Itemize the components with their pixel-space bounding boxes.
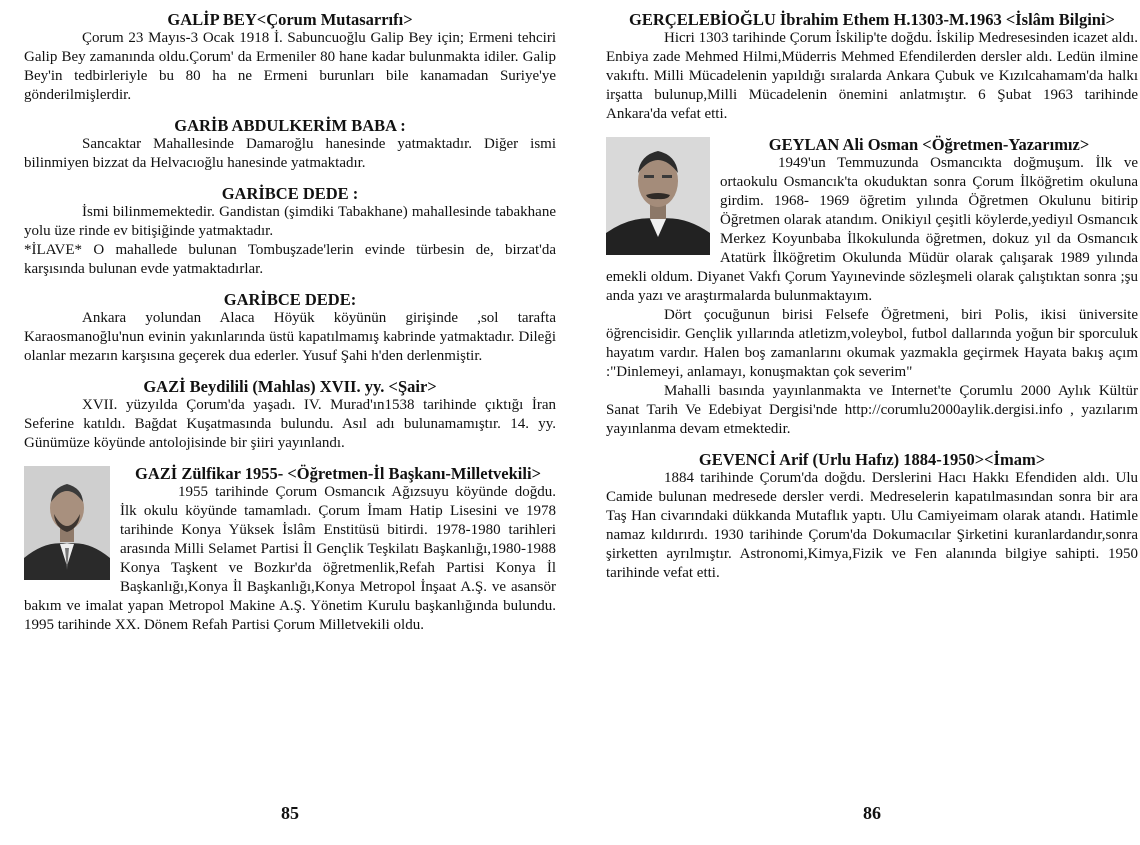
entry-title: GARİBCE DEDE : <box>221 184 359 203</box>
entry-geylan-ali-osman <box>606 135 1138 439</box>
entry-title: GEYLAN Ali Osman <Öğretmen-Yazarımız> <box>768 135 1090 154</box>
entry-galip-bey <box>24 10 556 105</box>
entry-title: GAZİ Zülfikar 1955- <Öğretmen-İl Başkanı-Milletvekili> <box>135 464 541 483</box>
portrait-photo-zulfikar <box>24 466 110 580</box>
entry-title: GARİB ABDULKERİM BABA : <box>174 116 406 135</box>
entry-title: GAZİ Beydilili (Mahlas) XVII. yy. <Şair> <box>143 377 437 396</box>
entry-paragraph: XVII. yüzyılda Çorum'da yaşadı. IV. Murad'ın1538 tarihinde çıktığı İran Seferine katıldı. Bağdat Kuşatmasında bulundu. Asıl adı bulunamamıştır. 14. yy. Günümüze köyünde antolojisinde bir şiiri yayınlandı. <box>24 397 556 451</box>
portrait-photo-geylan <box>606 137 710 255</box>
entry-gazi-zulfikar <box>24 464 556 635</box>
entry-title: GEVENCİ Arif (Urlu Hafız) 1884-1950><İmam> <box>698 450 1046 469</box>
entry-garibce-dede-2 <box>24 290 556 366</box>
entry-paragraph: 1955 tarihinde Çorum Osmancık Ağızsuyu köyünde doğdu. İlk okulu köyünde tamamladı. Çorum İmam Hatip Lisesini ve 1978 tarihinde Konya Yüksek İslâm Enstitüsü bitirdi. 1978-1980 tarihleri arasında Milli Selamet Partisi İl Gençlik Teşkilatı Başkanlığı,1980-1988 Konya Taşkent ve Bozkır'da öğretmenlik,Refah Partisi Konya İl Başkanlığı,Konya İl Başkanlığı,Konya Metropol İnşaat A.Ş. ve asansör bakım ve imalat yapan Metropol Makine A.Ş. Yönetim Kurulu başkanlığında bulundu. 1995 tarihinde XX. Dönem Refah Partisi Çorum Milletvekili oldu. <box>24 484 556 633</box>
entry-paragraph: Ankara yolundan Alaca Höyük köyünün girişinde ,sol tarafta Karaosmanoğlu'nun evinin yakınlarında üstü kapatılmamış kabrinde yatmaktadır. Dileği olanlar mezarın karşısına geçerek dua ederler. Yusuf Şahi h'den derlenmiştir. <box>24 310 556 364</box>
entry-gercelebioglu <box>606 10 1138 124</box>
entry-paragraph: 1949'un Temmuzunda Osmancıkta doğmuşum. İlk ve ortaokulu Osmancık'ta okuduktan sonra Çorum İlköğretim okuluna girdim. 1968- 1969 öğretim yılında Öğretmen Okulunu bitirip Öğretmen olarak atandım. Onikiyıl çeşitli köylerde,yediyıl Osmancık Merkez Koyunbaba İlkokulunda öğretmen, dokuz yıl da Osmancık Atatürk İlköğretim Okulunda Müdür olarak çalışarak 1989 yılında emekli oldum. Diyanet Vakfı Çorum Yayınevinde sözleşmeli olarak çalıştıktan sonra ;şu anda yazı ve araştırmalarda bulunmaktayım. <box>606 155 1138 304</box>
entry-paragraph: Sancaktar Mahallesinde Damaroğlu hanesinde yatmaktadır. Diğer ismi bilinmiyen bizzat da Helvacıoğlu hanesinde yatmaktadır. <box>24 136 556 171</box>
entry-paragraph: 1884 tarihinde Çorum'da doğdu. Derslerini Hacı Hakkı Efendiden aldı. Ulu Camide bulunan medresede dersler verdi. Medreselerin kapatılmasından sonra bir ara Taş Han civarındaki dükkanda Mutaflık yaptı. Ulu Camiyeimam olarak atandı. Hatimle namaz kıldırırdı. 1930 tarihinde Çorum'da Dokumacılar Şirketini kuranlardandır,sonra şirketten ayrılmıştır. Astronomi,Kimya,Fizik ve Fen alanında bilgiye sahipti. 1950 tarihinde vefat etti. <box>606 470 1138 581</box>
entry-paragraph: İsmi bilinmemektedir. Gandistan (şimdiki Tabakhane) mahallesinde tabakhane yolu üze rinde ev bitişiğinde yatmaktadır. <box>24 204 556 239</box>
entry-paragraph: Çorum 23 Mayıs-3 Ocak 1918 İ. Sabuncuoğlu Galip Bey için; Ermeni tehciri Galip Bey zamanında oldu.Çorum' da Ermeniler 80 hane kadar bulunmakta idiler. Galip Bey'in tedbirleriyle bu 80 ha ne Ermeni burunları bile kanamadan Suriye'ye gönderilmişlerdir. <box>24 30 556 103</box>
entry-paragraph: Dört çocuğunun birisi Felsefe Öğretmeni, biri Polis, ikisi üniversite öğrencisidir. Gençlik yıllarında atletizm,voleybol, futbol dallarında yoğun bir sporculuk hayatım vardır. Halen boş zamanlarını okumak yazmakla geçirmek Hayata bakış açım :"Dinlemeyi, anlamayı, konuşmaktan çok severim" <box>606 307 1138 380</box>
entry-paragraph: *İLAVE* O mahallede bulunan Tombuşzade'lerin evinde türbesin de, birzat'da karşısında bulunan evde yatmaktadırlar. <box>24 242 556 277</box>
entry-title: GERÇELEBİOĞLU İbrahim Ethem H.1303-M.1963 <İslâm Bilgini> <box>629 10 1115 29</box>
page-86 <box>606 10 1138 830</box>
entry-garib-abdulkerim-baba <box>24 116 556 173</box>
entry-gevenci-arif <box>606 450 1138 583</box>
entry-paragraph: Hicri 1303 tarihinde Çorum İskilip'te doğdu. İskilip Medresesinden icazet aldı. Enbiya zade Mehmed Hilmi,Müderris Mehmed Efendilerden dersler aldı. Ledün ilmine vakıftı. Milli Mücadelenin yapıldığı sıralarda Ankara Çubuk ve Kızılcahamam'da halkı irşatta bulunup,Milli Mücadelenin önemini anlatmıştır. 6 Şubat 1963 tarihinde Ankara'da vefat etti. <box>606 30 1138 122</box>
entry-title: GARİBCE DEDE: <box>223 290 357 309</box>
page-number: 85 <box>281 803 299 823</box>
entry-garibce-dede-1 <box>24 184 556 279</box>
entry-paragraph: Mahalli basında yayınlanmakta ve Internet'te Çorumlu 2000 Aylık Kültür Sanat Tarih Ve Edebiyat Dergisi'nde http://corumlu2000aylik.dergisi.info , yazılarım yayınlanma devam etmektedir. <box>606 383 1138 437</box>
page-85 <box>24 10 556 830</box>
page-number: 86 <box>863 803 881 823</box>
entry-title: GALİP BEY<Çorum Mutasarrıfı> <box>167 10 413 29</box>
entry-gazi-beydilili <box>24 377 556 453</box>
